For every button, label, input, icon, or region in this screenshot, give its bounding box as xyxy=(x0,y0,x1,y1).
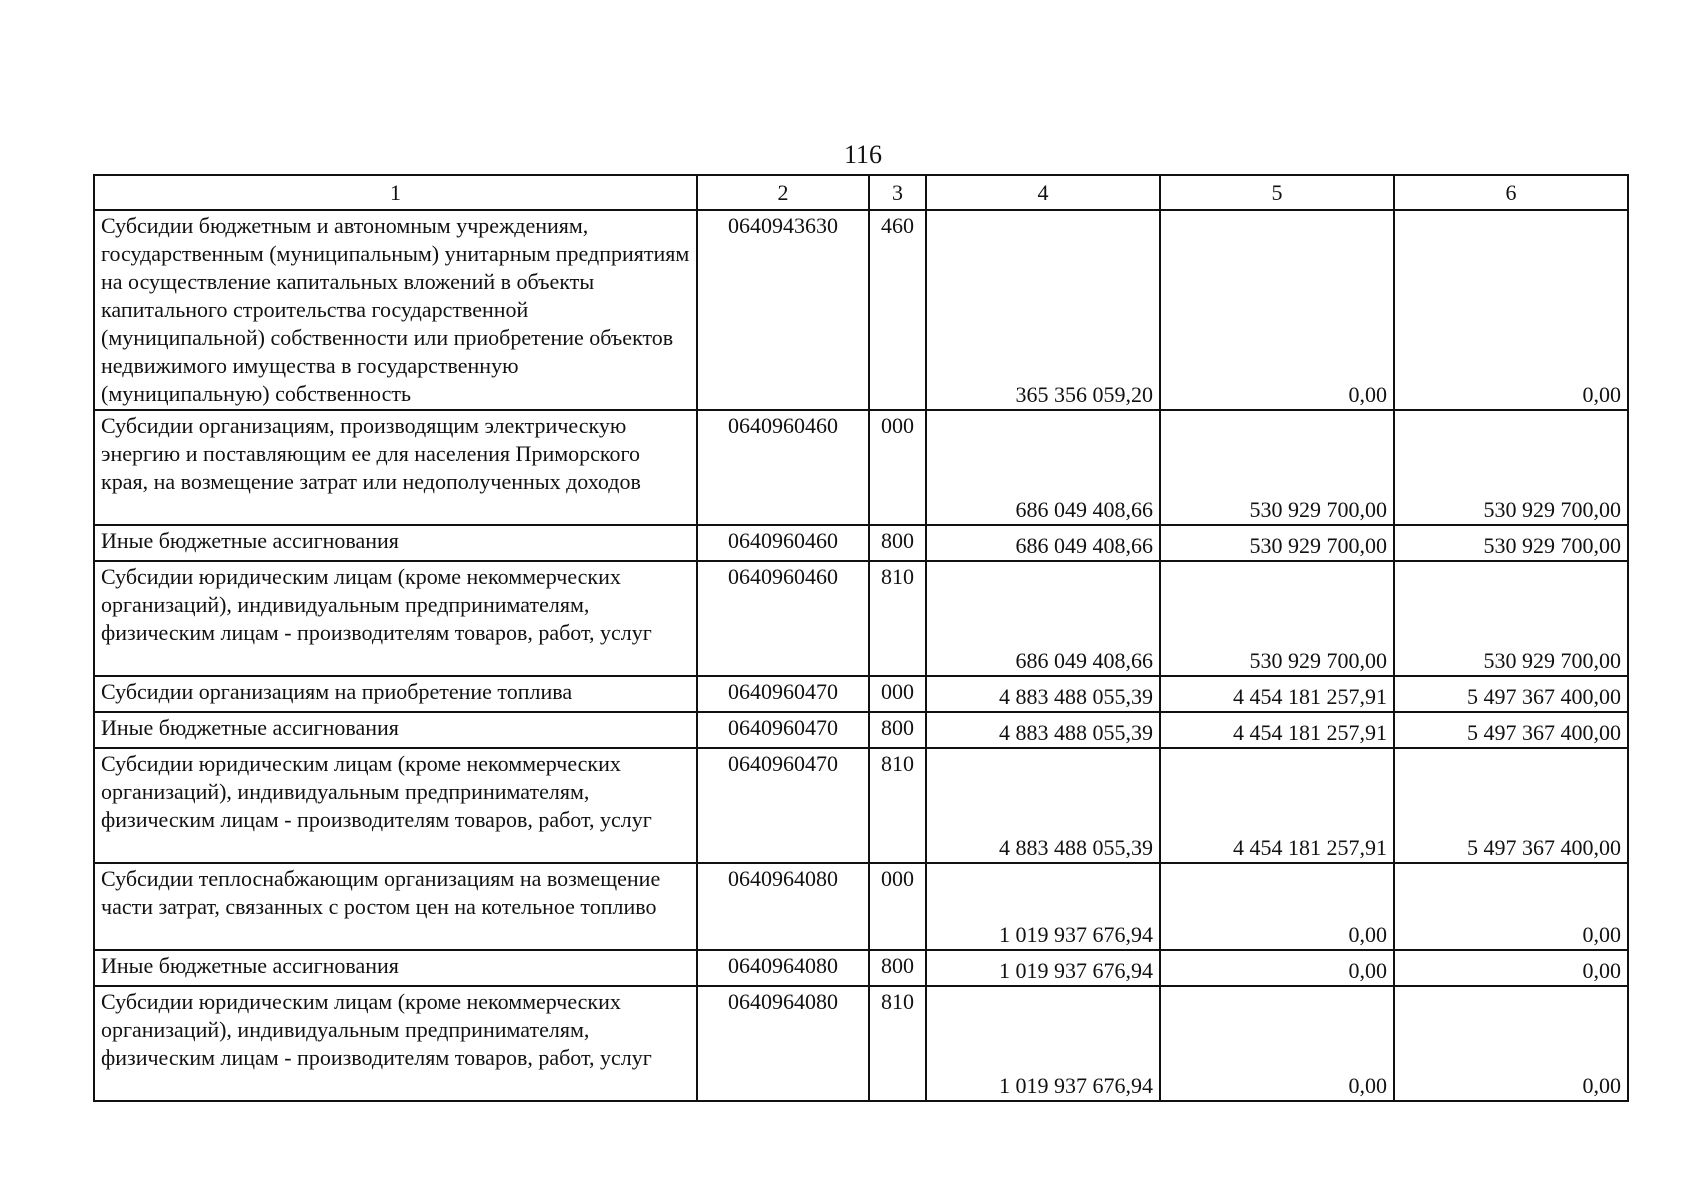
row-amount-col5: 0,00 xyxy=(1160,986,1394,1101)
row-name: Иные бюджетные ассигнования xyxy=(94,525,697,561)
row-amount-col4: 365 356 059,20 xyxy=(926,210,1160,410)
row-amount-col5: 4 454 181 257,91 xyxy=(1160,676,1394,712)
row-amount-col4: 4 883 488 055,39 xyxy=(926,712,1160,748)
row-expense-type: 800 xyxy=(869,525,926,561)
row-target-code: 0640964080 xyxy=(697,863,869,950)
row-expense-type: 800 xyxy=(869,712,926,748)
row-target-code: 0640943630 xyxy=(697,210,869,410)
row-amount-col4: 4 883 488 055,39 xyxy=(926,676,1160,712)
table-row xyxy=(94,986,1628,1101)
row-expense-type: 810 xyxy=(869,561,926,676)
table-row xyxy=(94,561,1628,676)
row-amount-col5: 530 929 700,00 xyxy=(1160,410,1394,525)
table-row xyxy=(94,712,1628,748)
row-amount-col6: 530 929 700,00 xyxy=(1394,410,1628,525)
column-header: 2 xyxy=(697,175,869,210)
row-amount-col5: 530 929 700,00 xyxy=(1160,561,1394,676)
row-name: Иные бюджетные ассигнования xyxy=(94,712,697,748)
row-amount-col4: 1 019 937 676,94 xyxy=(926,863,1160,950)
row-expense-type: 810 xyxy=(869,748,926,863)
row-amount-col6: 0,00 xyxy=(1394,210,1628,410)
row-amount-col5: 4 454 181 257,91 xyxy=(1160,712,1394,748)
row-target-code: 0640960470 xyxy=(697,748,869,863)
column-header: 1 xyxy=(94,175,697,210)
row-amount-col6: 5 497 367 400,00 xyxy=(1394,676,1628,712)
row-expense-type: 800 xyxy=(869,950,926,986)
row-name: Иные бюджетные ассигнования xyxy=(94,950,697,986)
row-target-code: 0640964080 xyxy=(697,950,869,986)
row-amount-col6: 0,00 xyxy=(1394,986,1628,1101)
row-expense-type: 460 xyxy=(869,210,926,410)
table-row xyxy=(94,410,1628,525)
column-header: 5 xyxy=(1160,175,1394,210)
row-amount-col4: 686 049 408,66 xyxy=(926,561,1160,676)
row-amount-col5: 530 929 700,00 xyxy=(1160,525,1394,561)
row-target-code: 0640960460 xyxy=(697,561,869,676)
row-target-code: 0640960460 xyxy=(697,410,869,525)
row-amount-col6: 530 929 700,00 xyxy=(1394,525,1628,561)
row-target-code: 0640960470 xyxy=(697,676,869,712)
table-row xyxy=(94,525,1628,561)
row-amount-col6: 5 497 367 400,00 xyxy=(1394,712,1628,748)
row-amount-col5: 0,00 xyxy=(1160,950,1394,986)
column-header: 6 xyxy=(1394,175,1628,210)
row-amount-col4: 1 019 937 676,94 xyxy=(926,986,1160,1101)
row-name: Субсидии юридическим лицам (кроме некоммерческих организаций), индивидуальным предпринимателям, физическим лицам - производителям товаров, работ, услуг xyxy=(94,986,697,1101)
column-header: 3 xyxy=(869,175,926,210)
row-expense-type: 810 xyxy=(869,986,926,1101)
budget-table xyxy=(93,174,1629,1102)
table-row xyxy=(94,950,1628,986)
row-expense-type: 000 xyxy=(869,676,926,712)
row-amount-col4: 4 883 488 055,39 xyxy=(926,748,1160,863)
column-header: 4 xyxy=(926,175,1160,210)
table-row xyxy=(94,748,1628,863)
row-target-code: 0640964080 xyxy=(697,986,869,1101)
row-amount-col6: 5 497 367 400,00 xyxy=(1394,748,1628,863)
row-amount-col6: 0,00 xyxy=(1394,950,1628,986)
row-name: Субсидии бюджетным и автономным учреждениям, государственным (муниципальным) унитарным предприятиям на осуществление капитальных вложений в объекты капитального строительства государственной (муниципальной) собственности или приобретение объектов недвижимого имущества в государственную (муниципальную) собственность xyxy=(94,210,697,410)
table-row xyxy=(94,210,1628,410)
row-name: Субсидии организациям, производящим электрическую энергию и поставляющим ее для населения Приморского края, на возмещение затрат или недополученных доходов xyxy=(94,410,697,525)
row-amount-col4: 686 049 408,66 xyxy=(926,410,1160,525)
row-amount-col6: 530 929 700,00 xyxy=(1394,561,1628,676)
row-name: Субсидии теплоснабжающим организациям на возмещение части затрат, связанных с ростом цен на котельное топливо xyxy=(94,863,697,950)
row-name: Субсидии организациям на приобретение топлива xyxy=(94,676,697,712)
row-target-code: 0640960470 xyxy=(697,712,869,748)
row-amount-col4: 1 019 937 676,94 xyxy=(926,950,1160,986)
page-number: 116 xyxy=(843,140,883,169)
row-amount-col5: 0,00 xyxy=(1160,863,1394,950)
row-expense-type: 000 xyxy=(869,863,926,950)
row-amount-col5: 4 454 181 257,91 xyxy=(1160,748,1394,863)
row-amount-col4: 686 049 408,66 xyxy=(926,525,1160,561)
row-name: Субсидии юридическим лицам (кроме некоммерческих организаций), индивидуальным предпринимателям, физическим лицам - производителям товаров, работ, услуг xyxy=(94,561,697,676)
row-expense-type: 000 xyxy=(869,410,926,525)
table-header-row xyxy=(94,175,1628,210)
row-name: Субсидии юридическим лицам (кроме некоммерческих организаций), индивидуальным предпринимателям, физическим лицам - производителям товаров, работ, услуг xyxy=(94,748,697,863)
row-amount-col6: 0,00 xyxy=(1394,863,1628,950)
table-row xyxy=(94,676,1628,712)
row-target-code: 0640960460 xyxy=(697,525,869,561)
table-row xyxy=(94,863,1628,950)
row-amount-col5: 0,00 xyxy=(1160,210,1394,410)
